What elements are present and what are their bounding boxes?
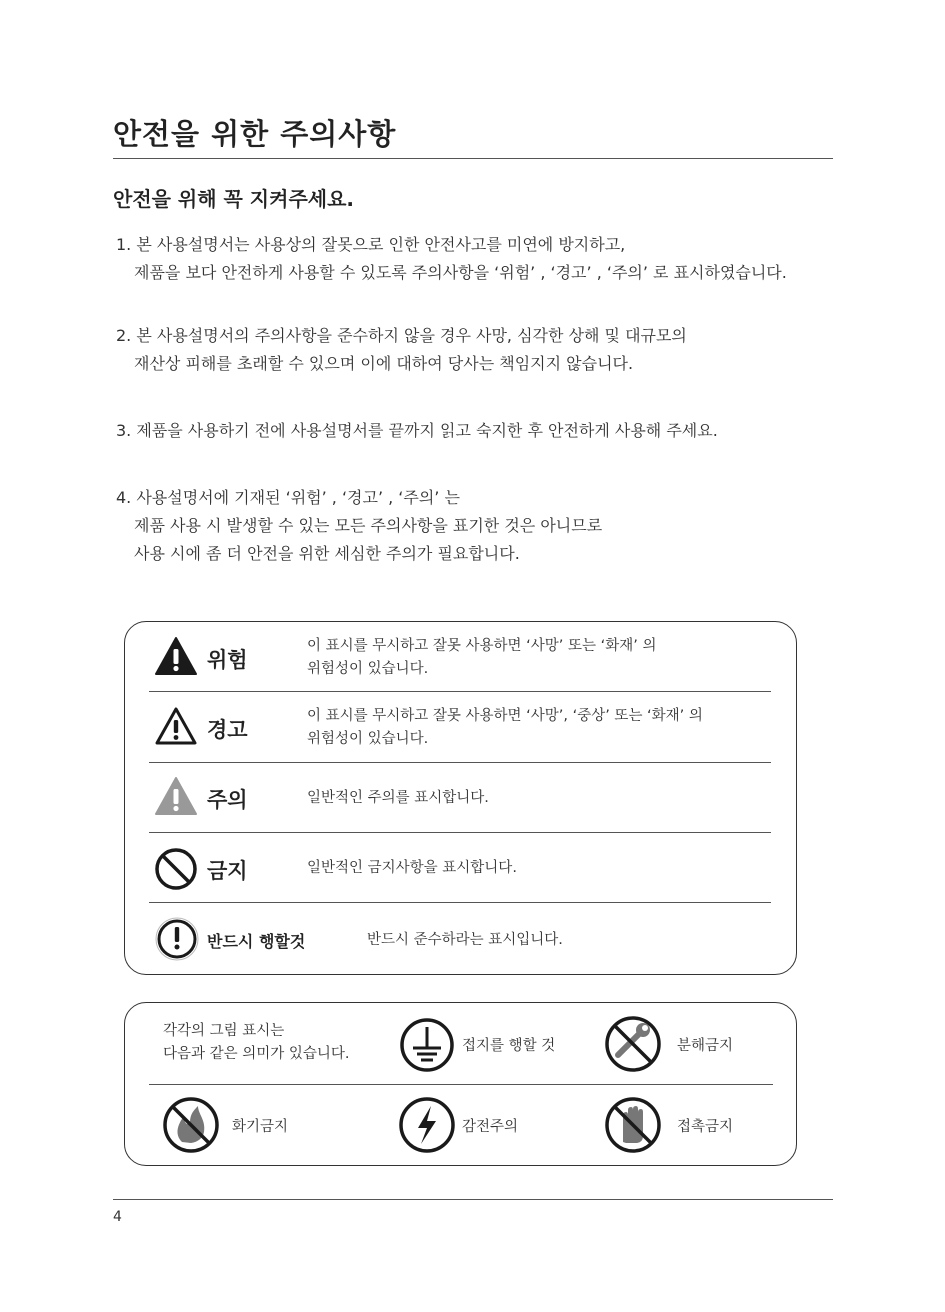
section-subtitle: 안전을 위해 꼭 지켜주세요. [113, 187, 355, 211]
warning-label-danger: 위험 [207, 648, 248, 672]
warning-desc-mandatory: 반드시 준수하라는 표시입니다. [367, 932, 563, 948]
warning-label-warning: 경고 [207, 718, 248, 742]
no-fire-icon [162, 1096, 220, 1154]
paragraph-3 [116, 417, 718, 445]
prohibited-icon [154, 847, 198, 891]
paragraph-1-line-2: 제품을 보다 안전하게 사용할 수 있도록 주의사항을 ‘위험’ , ‘경고’ , ‘주의’ 로 표시하였습니다. [134, 263, 787, 282]
warning-label-mandatory: 반드시 행할것 [207, 932, 306, 951]
mandatory-icon [154, 916, 200, 962]
warning-row-warning [149, 692, 771, 763]
paragraph-4-line-1: 4. 사용설명서에 기재된 ‘위험’ , ‘경고’ , ‘주의’ 는 [116, 488, 460, 507]
symbol-label-no-touch: 접촉금지 [677, 1119, 734, 1135]
electric-shock-icon [398, 1096, 456, 1154]
paragraph-1-line-1: 1. 본 사용설명서는 사용상의 잘못으로 인한 안전사고를 미연에 방지하고, [116, 235, 626, 254]
paragraph-2-line-2: 재산상 피해를 초래할 수 있으며 이에 대하여 당사는 책임지지 않습니다. [134, 354, 634, 373]
ground-icon [399, 1017, 455, 1073]
warning-desc-danger: 이 표시를 무시하고 잘못 사용하면 ‘사망’ 또는 ‘화재’ 의 위험성이 있습니다. [307, 638, 657, 677]
warning-desc-prohibited: 일반적인 금지사항을 표시합니다. [307, 860, 517, 876]
page-title: 안전을 위한 주의사항 [113, 117, 397, 151]
no-touch-icon [604, 1096, 662, 1154]
danger-triangle-icon [154, 636, 198, 676]
warning-label-prohibited: 금지 [207, 859, 248, 883]
paragraph-4 [116, 484, 602, 568]
warning-row-danger [149, 622, 771, 692]
symbol-label-electric-shock: 감전주의 [462, 1119, 519, 1135]
footer-divider [113, 1199, 833, 1200]
warning-row-mandatory [149, 903, 771, 973]
page-number: 4 [113, 1209, 122, 1225]
symbol-divider [149, 1084, 773, 1085]
no-disassembly-icon [604, 1015, 662, 1073]
symbol-meanings-box [124, 1002, 797, 1166]
paragraph-4-line-2: 제품 사용 시 발생할 수 있는 모든 주의사항을 표기한 것은 아니므로 [134, 516, 603, 535]
warning-desc-warning: 이 표시를 무시하고 잘못 사용하면 ‘사망’, ‘중상’ 또는 ‘화재’ 의 위험성이 있습니다. [307, 708, 703, 747]
paragraph-2-line-1: 2. 본 사용설명서의 주의사항을 준수하지 않을 경우 사망, 심각한 상해 및 대규모의 [116, 326, 687, 345]
title-divider [113, 158, 833, 159]
warning-row-caution [149, 763, 771, 833]
caution-triangle-icon [154, 776, 198, 816]
paragraph-1 [116, 231, 787, 287]
warning-label-caution: 주의 [207, 788, 248, 812]
paragraph-2 [116, 322, 687, 378]
symbol-label-ground: 접지를 행할 것 [462, 1038, 556, 1054]
warning-desc-caution: 일반적인 주의를 표시합니다. [307, 790, 489, 806]
symbol-intro: 각각의 그림 표시는 다음과 같은 의미가 있습니다. [163, 1023, 350, 1062]
paragraph-3-line-1: 3. 제품을 사용하기 전에 사용설명서를 끝까지 읽고 숙지한 후 안전하게 사용해 주세요. [116, 421, 718, 440]
warning-triangle-icon [154, 706, 198, 746]
warning-row-prohibited [149, 833, 771, 903]
warning-levels-box [124, 621, 797, 975]
symbol-label-no-fire: 화기금지 [232, 1119, 289, 1135]
paragraph-4-line-3: 사용 시에 좀 더 안전을 위한 세심한 주의가 필요합니다. [134, 544, 520, 563]
symbol-label-no-disassembly: 분해금지 [677, 1038, 734, 1054]
